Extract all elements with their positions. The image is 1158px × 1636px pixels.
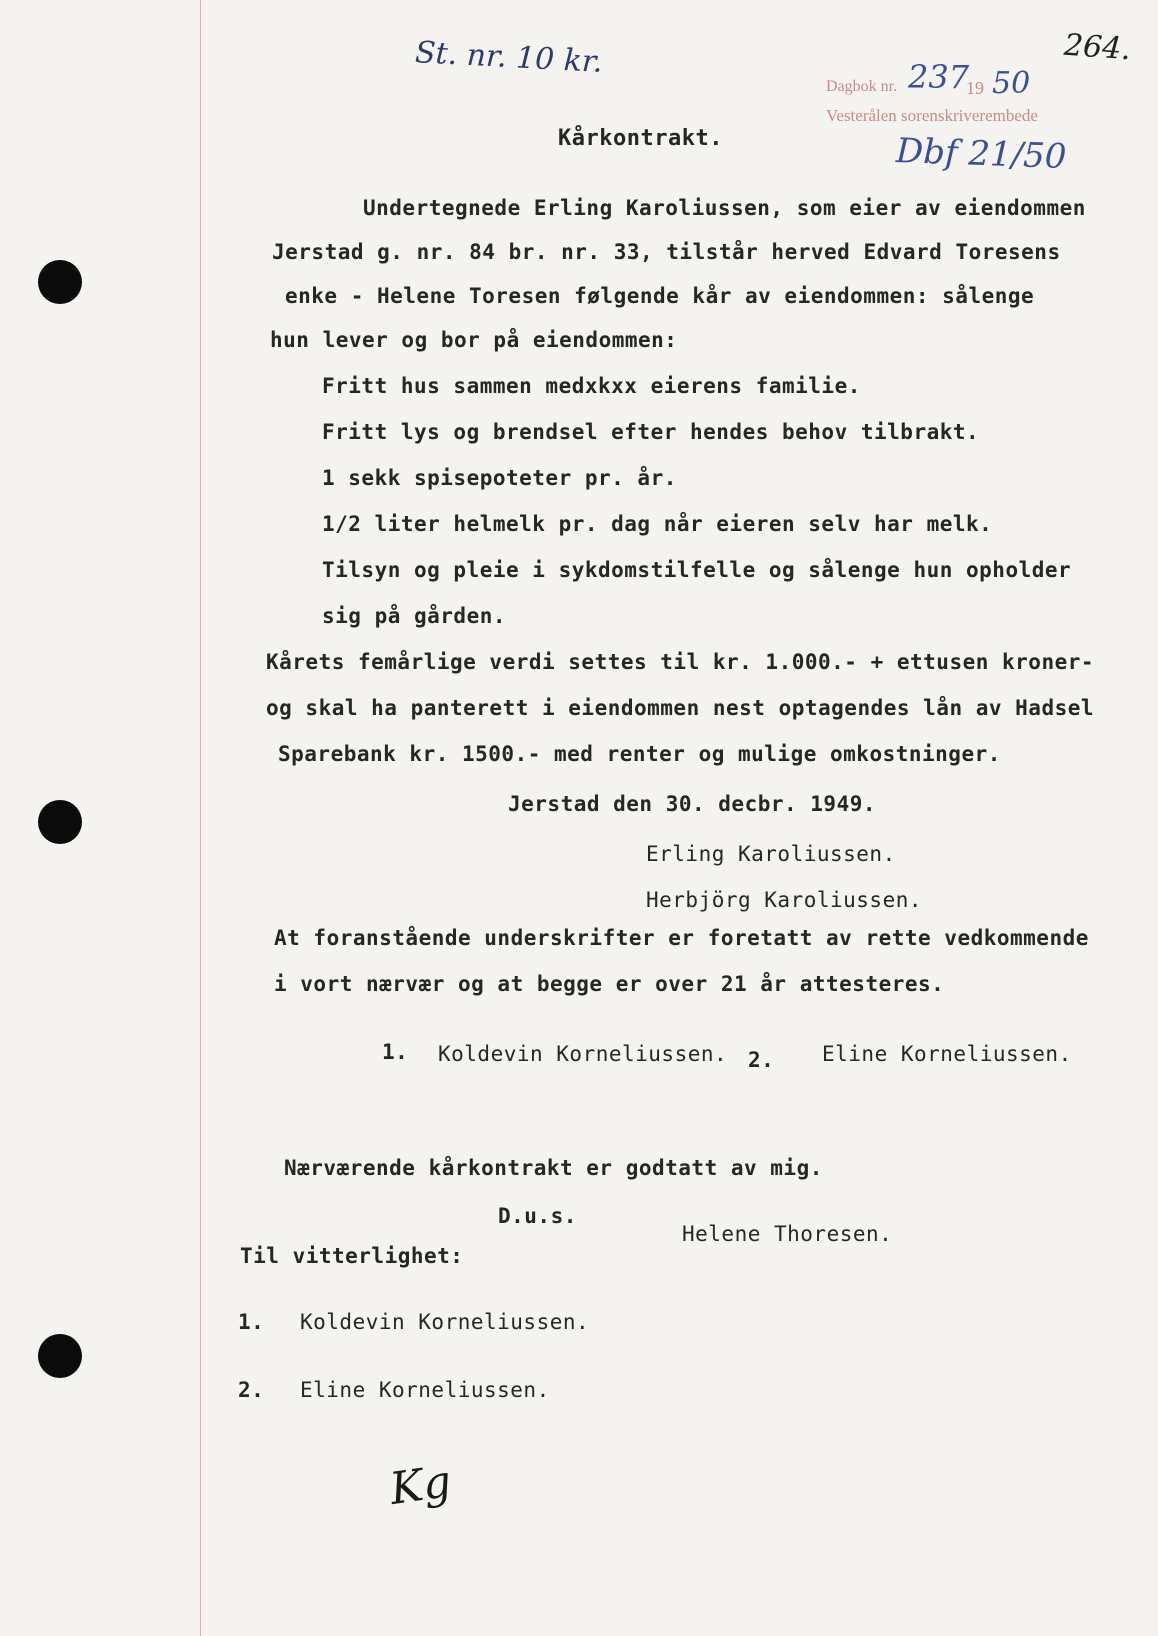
punch-hole-icon bbox=[38, 260, 82, 304]
witness-name: Koldevin Korneliussen. bbox=[300, 1310, 590, 1334]
punch-hole-icon bbox=[38, 1334, 82, 1378]
handwritten-top-note: St. nr. 10 kr. bbox=[414, 35, 604, 80]
date-line: Jerstad den 30. decbr. 1949. bbox=[508, 792, 877, 816]
intro-line: Undertegnede Erling Karoliussen, som eier av eiendommen bbox=[363, 196, 1086, 220]
approval-line: Nærværende kårkontrakt er godtatt av mig. bbox=[284, 1156, 823, 1180]
value-line: Kårets femårlige verdi settes til kr. 1.000.- + ettusen kroner- bbox=[266, 650, 1095, 674]
signature-erling: Erling Karoliussen. bbox=[646, 842, 896, 866]
value-line: Sparebank kr. 1500.- med renter og mulige omkostninger. bbox=[278, 742, 1001, 766]
stamp-office: Vesterålen sorenskriverembede bbox=[826, 106, 1038, 125]
attest-line: i vort nærvær og at begge er over 21 år attesteres. bbox=[274, 972, 945, 996]
margin-line bbox=[200, 0, 201, 1636]
punch-hole-icon bbox=[38, 800, 82, 844]
handwritten-page-number: 264. bbox=[1062, 27, 1132, 68]
stamp-dagbok-label: Dagbok nr. bbox=[826, 78, 898, 95]
witness-number: 1. bbox=[238, 1310, 265, 1334]
witness-number: 1. bbox=[382, 1040, 409, 1064]
witness-number: 2. bbox=[238, 1378, 265, 1402]
document-title: Kårkontrakt. bbox=[558, 126, 723, 151]
signature-herbjorg: Herbjörg Karoliussen. bbox=[646, 888, 923, 912]
stamp-year: 50 bbox=[992, 66, 1031, 101]
intro-line: enke - Helene Toresen følgende kår av eiendommen: sålenge bbox=[285, 284, 1035, 308]
kar-item: 1 sekk spisepoteter pr. år. bbox=[322, 466, 677, 490]
signature-helene: Helene Thoresen. bbox=[682, 1222, 893, 1246]
handwritten-initials: Kg bbox=[386, 1456, 455, 1515]
dus-line: D.u.s. bbox=[498, 1204, 577, 1228]
stamp-year-prefix: 19 bbox=[966, 78, 984, 98]
witness-signature: Koldevin Korneliussen. bbox=[438, 1042, 728, 1066]
intro-line: hun lever og bor på eiendommen: bbox=[270, 328, 678, 352]
kar-item: Fritt hus sammen medxkxx eierens familie. bbox=[322, 374, 861, 398]
value-line: og skal ha panterett i eiendommen nest optagendes lån av Hadsel bbox=[266, 696, 1095, 720]
kar-item: sig på gården. bbox=[322, 604, 507, 628]
intro-line: Jerstad g. nr. 84 br. nr. 33, tilstår herved Edvard Toresens bbox=[272, 240, 1061, 264]
witness-number: 2. bbox=[748, 1048, 775, 1072]
kar-item: Fritt lys og brendsel efter hendes behov tilbrakt. bbox=[322, 420, 980, 444]
attest-line: At foranstående underskrifter er foretatt av rette vedkommende bbox=[274, 926, 1089, 950]
kar-item: 1/2 liter helmelk pr. dag når eieren selv har melk. bbox=[322, 512, 993, 536]
kar-item: Tilsyn og pleie i sykdomstilfelle og sålenge hun opholder bbox=[322, 558, 1072, 582]
stamp-dagbok-number: 237 bbox=[908, 58, 970, 96]
witness-signature: Eline Korneliussen. bbox=[822, 1042, 1072, 1066]
witness-name: Eline Korneliussen. bbox=[300, 1378, 550, 1402]
til-vitterlighet: Til vitterlighet: bbox=[240, 1244, 464, 1268]
handwritten-registration: Dbf 21/50 bbox=[895, 131, 1068, 177]
